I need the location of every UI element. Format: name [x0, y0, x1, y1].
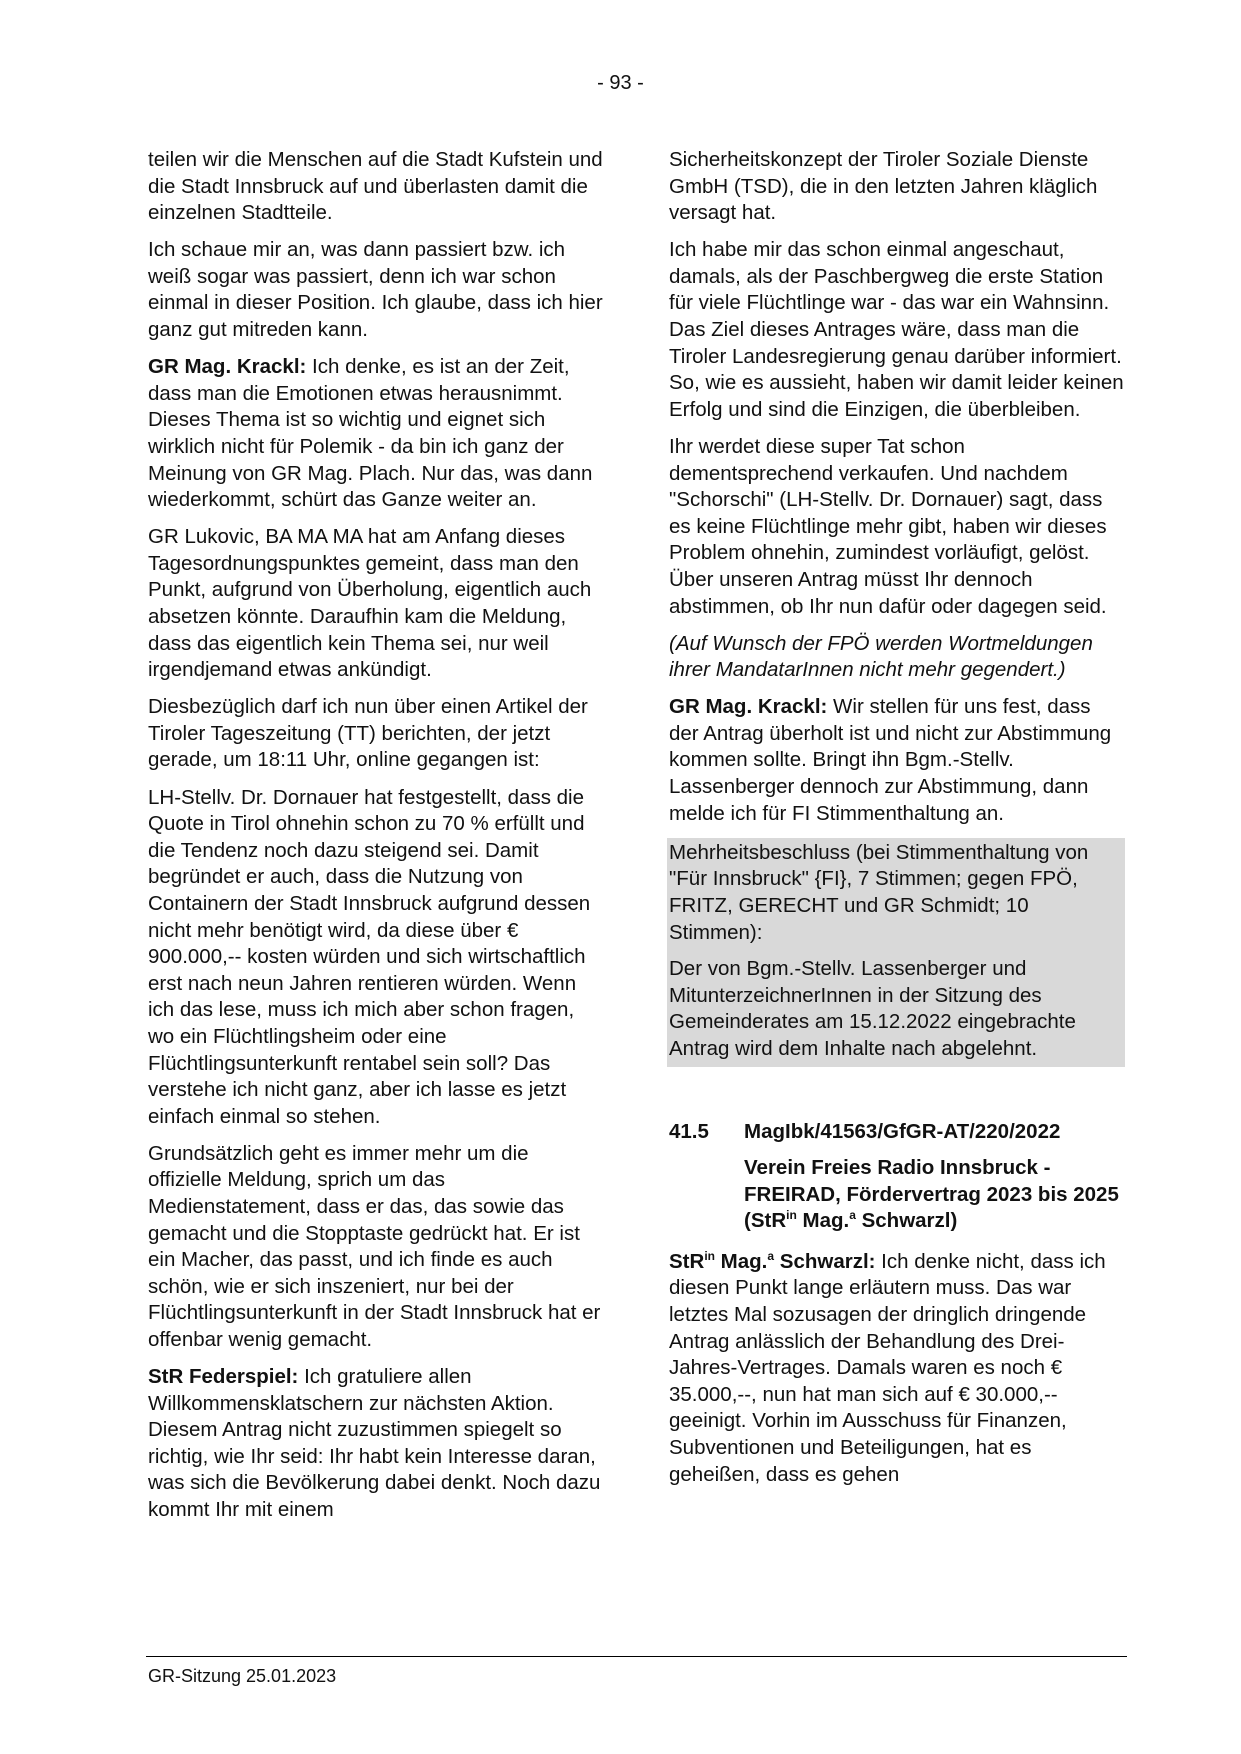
paragraph-text: Ich denke, es ist an der Zeit, dass man die Emotionen etwas herausnimmt. Dieses Thema ist so wichtig und eignet sich wirklich nicht für Polemik - da bin ich ganz der Meinung von GR Mag. Plach. Nur das, was dann wiederkommt, schürt das Ganze weiter an.: [148, 355, 593, 512]
decision-box: [667, 838, 1125, 1067]
paragraph-text: LH-Stellv. Dr. Dornauer hat festgestellt, dass die Quote in Tirol ohnehin schon zu 70 % erfüllt und die Tendenz noch dazu steigend sei. Damit begründet er auch, dass die Nutzung von Containern der Stadt Innsbruck aufgrund dessen nicht mehr benötigt wird, da diese über € 900.000,-- kosten würden und sich wirtschaftlich erst nach neun Jahren rentieren würden. Wenn ich das lese, muss ich mich aber schon fragen, wo ein Flüchtlingsheim oder eine Flüchtlingsunterkunft rentabel sein soll? Das verstehe ich nicht ganz, aber ich lasse es jetzt einfach einmal so stehen.: [148, 785, 591, 1128]
schwarzl-statement: [669, 1249, 1125, 1488]
left-paragraph-7: [148, 1141, 603, 1354]
paragraph-text: teilen wir die Menschen auf die Stadt Kufstein und die Stadt Innsbruck auf und überlasten damit die einzelnen Stadtteile.: [148, 148, 603, 225]
page-number: - 93 -: [597, 72, 644, 94]
left-paragraph-1: [148, 147, 603, 227]
speaker-name: StR Federspiel:: [148, 1365, 299, 1389]
italic-note: [669, 631, 1125, 684]
left-paragraph-4: [148, 524, 603, 684]
krackl-statement: [669, 694, 1125, 827]
left-paragraph-5: [148, 694, 603, 774]
footer-text: GR-Sitzung 25.01.2023: [148, 1666, 337, 1686]
speaker-name: GR Mag. Krackl:: [148, 355, 307, 379]
left-paragraph-6: [148, 785, 603, 1131]
left-paragraph-8: [148, 1364, 603, 1524]
paragraph-text: Grundsätzlich geht es immer mehr um die offizielle Meldung, sprich um das Medienstatement, dass er das, das sowie das gemacht und die Stopptaste gedrückt hat. Er ist ein Macher, das passt, und ich finde es auch schön, wie er sich inszeniert, nur bei der Flüchtlingsunterkunft in der Stadt Innsbruck hat er offenbar wenig gemacht.: [148, 1141, 601, 1351]
decision-result: Der von Bgm.-Stellv. Lassenberger und MitunterzeichnerInnen in der Sitzung des Gemeinderates am 15.12.2022 eingebrachte Antrag wird dem Inhalte nach abgelehnt.: [669, 957, 1076, 1060]
paragraph-text: Ich denke nicht, dass ich diesen Punkt lange erläutern muss. Das war letztes Mal sozusagen der dringlich dringende Antrag anlässlich der Behandlung des Drei-Jahres-Vertrages. Damals waren es noch € 35.000,--, nun hat man sich auf € 30.000,-- geeinigt. Vorhin im Ausschuss für Finanzen, Subventionen und Beteiligungen, hat es geheißen, dass es gehen: [669, 1249, 1106, 1486]
paragraph-text: Ich schaue mir an, was dann passiert bzw. ich weiß sogar was passiert, denn ich war schon einmal in dieser Position. Ich glaube, dass ich hier ganz gut mitreden kann.: [148, 238, 603, 342]
footer-divider: [146, 1656, 1127, 1657]
paragraph-text: Diesbezüglich darf ich nun über einen Artikel der Tiroler Tageszeitung (TT) berichten, der jetzt gerade, um 18:11 Uhr, online gegangen ist:: [148, 695, 588, 772]
decision-vote: Mehrheitsbeschluss (bei Stimmenthaltung von "Für Innsbruck" {FI}, 7 Stimmen; gegen FPÖ, FRITZ, GERECHT und GR Schmidt; 10 Stimmen):: [669, 840, 1089, 944]
agenda-item-code: MagIbk/41563/GfGR-AT/220/2022: [744, 1119, 1061, 1143]
right-paragraph-2: Ich habe mir das schon einmal angeschaut, damals, als der Paschbergweg die erste Station für viele Flüchtlinge war - das war ein Wahnsinn. Das Ziel dieses Antrages wäre, dass man die Tiroler Landesregierung genau darüber informiert. So, wie es aussieht, haben wir damit leider keinen Erfolg und sind die Einzigen, die überbleiben.: [669, 238, 1124, 421]
agenda-item: [669, 1119, 1125, 1235]
right-column: [669, 147, 1125, 1499]
right-paragraph-1: Sicherheitskonzept der Tiroler Soziale Dienste GmbH (TSD), die in den letzten Jahren kläglich versagt hat.: [669, 148, 1098, 225]
agenda-item-title: Verein Freies Radio Innsbruck - FREIRAD, Fördervertrag 2023 bis 2025 (StR$^{in}$ Mag.$^a$ Schwarzl): [744, 1156, 1119, 1233]
left-paragraph-2: [148, 237, 603, 343]
paragraph-text: Wir stellen für uns fest, dass der Antrag überholt ist und nicht zur Abstimmung kommen sollte. Bringt ihn Bgm.-Stellv. Lassenberger dennoch zur Abstimmung, dann melde ich für FI Stimmenthaltung an.: [669, 695, 1112, 825]
agenda-item-header: [669, 1119, 1125, 1146]
right-paragraph-3: Ihr werdet diese super Tat schon dementsprechend verkaufen. Und nachdem "Schorschi" (LH-Stellv. Dr. Dornauer) sagt, dass es keine Flüchtlinge mehr gibt, haben wir dieses Problem ohnehin, zumindest vorläufigt, gelöst. Über unseren Antrag müsst Ihr dennoch abstimmen, ob Ihr nun dafür oder dagegen seid.: [669, 434, 1107, 618]
speaker-name: GR Mag. Krackl:: [669, 695, 828, 719]
agenda-item-number: 41.5: [669, 1119, 709, 1143]
left-paragraph-3: [148, 354, 603, 514]
italic-note-text: (Auf Wunsch der FPÖ werden Wortmeldungen ihrer MandatarInnen nicht mehr gegendert.): [669, 631, 1093, 682]
speaker-name: StR$^{in}$ Mag.$^a$ Schwarzl:: [669, 1249, 876, 1273]
left-column: [148, 147, 603, 1534]
paragraph-text: GR Lukovic, BA MA MA hat am Anfang dieses Tagesordnungspunktes gemeint, dass man den Punkt, aufgrund von Überholung, eigentlich auch absetzen könnte. Daraufhin kam die Meldung, dass das eigentlich kein Thema sei, nur weil irgendjemand etwas ankündigt.: [148, 525, 592, 682]
paragraph-text: Ich gratuliere allen Willkommensklatschern zur nächsten Aktion. Diesem Antrag nicht zuzustimmen spiegelt so richtig, wie Ihr seid: Ihr habt kein Interesse daran, was sich die Bevölkerung dabei denkt. Noch dazu kommt Ihr mit einem: [148, 1365, 601, 1521]
